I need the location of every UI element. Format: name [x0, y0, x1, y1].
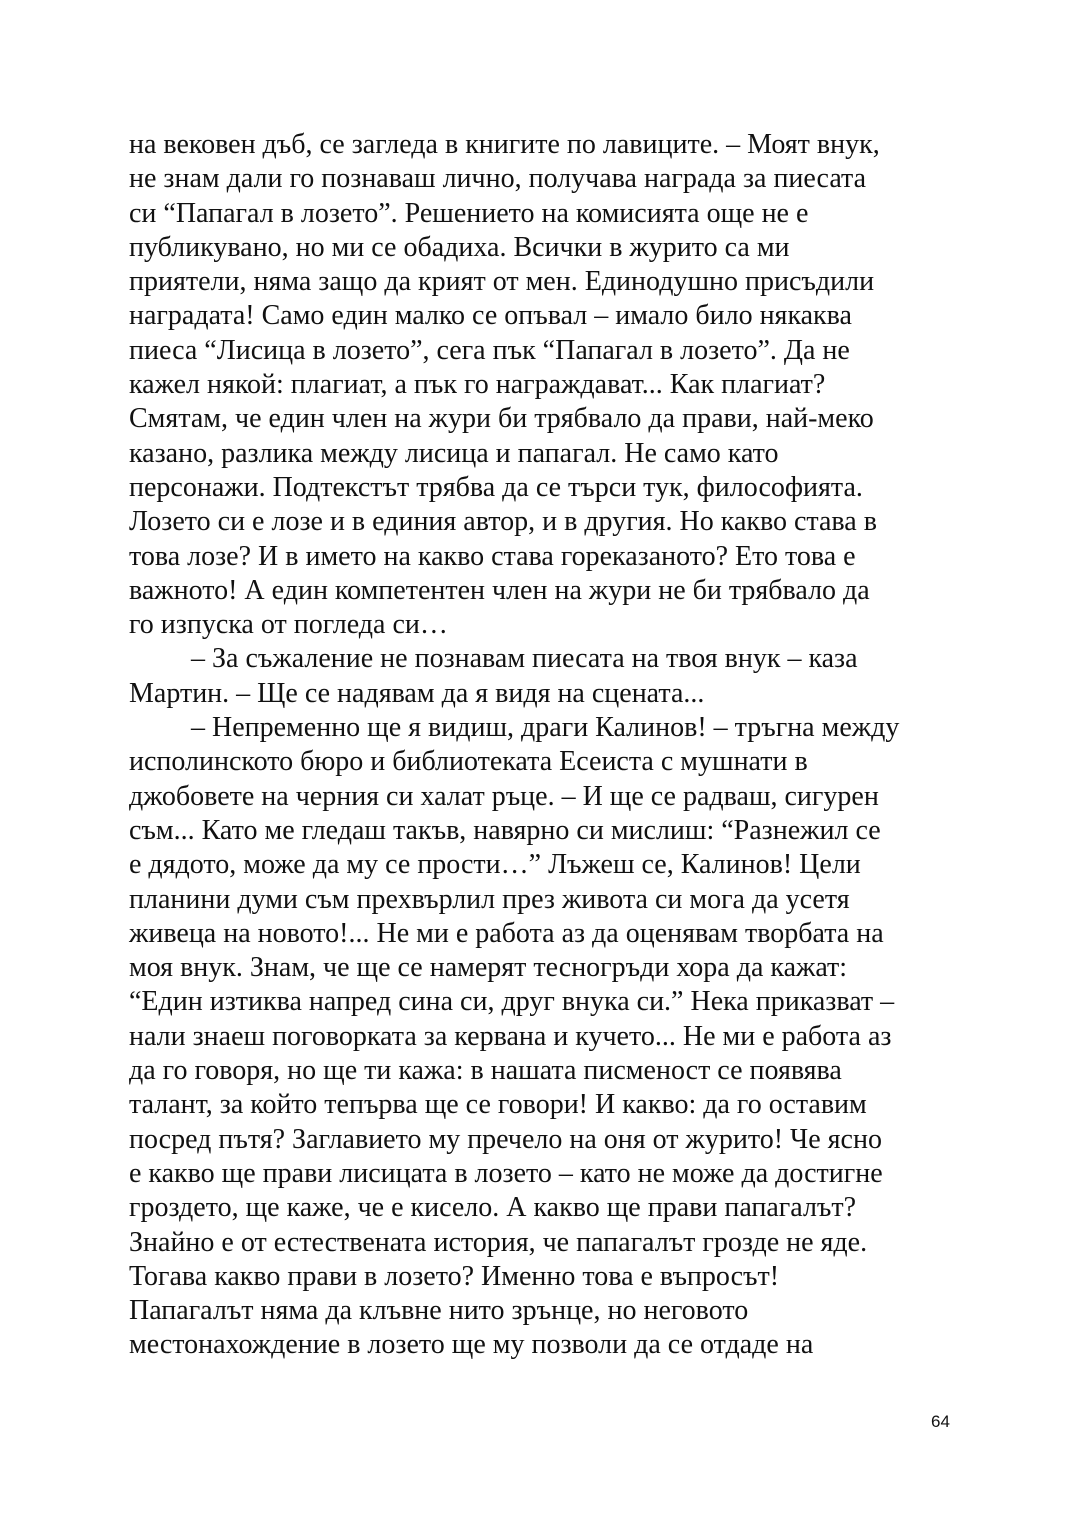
- text-line: Знайно е от естествената история, че папагалът грозде не яде.: [129, 1226, 868, 1258]
- text-line: е какво ще прави лисицата в лозето – като не може да достигне: [129, 1157, 883, 1189]
- text-line: Смятам, че един член на жури би трябвало да прави, най-меко: [129, 403, 874, 435]
- text-line: приятели, няма защо да крият от мен. Единодушно присъдили: [129, 266, 875, 298]
- text-line: наградата! Само един малко се опъвал – имало било някаква: [129, 300, 852, 332]
- text-line: талант, за който тепърва ще се говори! И какво: да го оставим: [129, 1089, 867, 1121]
- text-line: персонажи. Подтекстът трябва да се търси тук, философията.: [129, 471, 863, 503]
- text-line: това лозе? И в името на какво става горeказаното? Ето това е: [129, 540, 856, 572]
- text-line: гроздето, ще каже, че е кисело. А какво ще прави папагалът?: [129, 1192, 857, 1224]
- text-line: “Един изтиква напред сина си, друг внука си.” Нека приказват –: [129, 986, 895, 1018]
- text-line: Лозето си е лозе и в единия автор, и в другия. Но какво става в: [129, 506, 877, 538]
- text-line: да го говоря, но ще ти кажа: в нашата писменост се появява: [129, 1055, 842, 1087]
- text-line: пиеса “Лисица в лозето”, сега пък “Папагал в лозето”. Да не: [129, 334, 850, 366]
- text-line: казано, разлика между лисица и папагал. Не само като: [129, 437, 779, 469]
- text-line: е дядото, може да му се прости…” Лъжеш се, Калинов! Цели: [129, 849, 861, 881]
- text-line: си “Папагал в лозето”. Решението на комисията още не е: [129, 197, 809, 229]
- text-line: посред пътя? Заглавието му пречело на оня от журито! Че ясно: [129, 1123, 882, 1155]
- text-line: Мартин. – Ще се надявам да я видя на сцената...: [129, 677, 705, 709]
- text-line: Тогава какво прави в лозето? Именно това е въпросът!: [129, 1260, 780, 1292]
- text-line: моя внук. Знам, че ще се намерят тесногръди хора да кажат:: [129, 952, 848, 984]
- paragraph-first-line: – За съжаление не познавам пиесата на твоя внук – каза: [191, 643, 858, 675]
- body-text: [129, 128, 959, 1363]
- text-line: кажел някой: плагиат, а пък го награждават... Как плагиат?: [129, 369, 826, 401]
- page-number: 64: [931, 1412, 950, 1431]
- text-line: на вековен дъб, се загледа в книгите по лавиците. – Моят внук,: [129, 129, 880, 160]
- text-line: местонахождение в лозето ще му позволи да се отдаде на: [129, 1329, 814, 1361]
- text-line: джобовете на черния си халат ръце. – И ще се радваш, сигурен: [129, 780, 879, 812]
- text-line: живеца на новото!... Не ми е работа аз да оценявам творбата на: [129, 917, 884, 949]
- text-line: публикувано, но ми се обадиха. Всички в журито са ми: [129, 231, 790, 263]
- text-line: Папагалът няма да клъвне нито зрънце, но неговото: [129, 1295, 749, 1327]
- paragraph-first-line: – Непременно ще я видиш, драги Калинов! – тръгна между: [191, 712, 900, 744]
- text-line: го изпуска от погледа си…: [129, 609, 448, 641]
- text-line: не знам дали го познаваш лично, получава награда за пиесата: [129, 163, 867, 195]
- text-line: нали знаеш поговорката за кервана и кучето... Не ми е работа аз: [129, 1020, 892, 1052]
- text-line: исполинското бюро и библиотеката Есеиста с мушнати в: [129, 746, 808, 778]
- text-line: планини думи съм прехвърлил през живота си мога да усетя: [129, 883, 850, 915]
- text-line: важното! А един компетентен член на жури не би трябвало да: [129, 574, 870, 606]
- text-line: съм... Като ме гледаш такъв, навярно си мислиш: “Разнежил се: [129, 814, 881, 846]
